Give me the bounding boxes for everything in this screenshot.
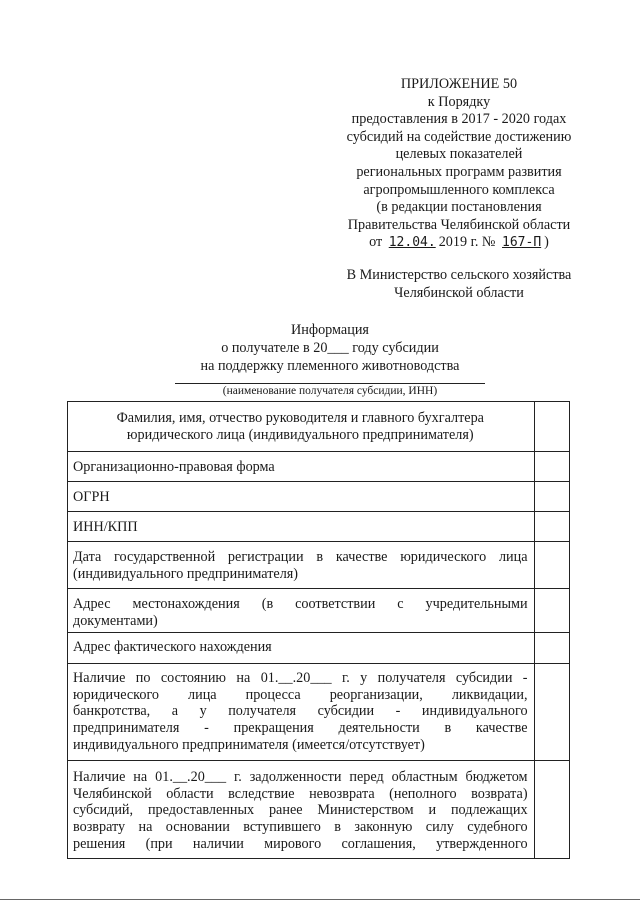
addressee-line: Челябинской области <box>394 284 524 301</box>
row-value-cell[interactable] <box>534 664 569 761</box>
row-value-cell[interactable] <box>534 452 569 482</box>
row-value-cell[interactable] <box>534 761 569 859</box>
table-row <box>68 633 570 664</box>
appendix-line: Правительства Челябинской области <box>347 216 571 233</box>
row-label-line: (индивидуального предпринимателя) <box>73 565 299 582</box>
row-label-line: Наличие на 01.__.20___ г. задолженности перед областным бюджетом <box>73 769 528 786</box>
row-label-line: возврату на основании вступившего в законную силу судебного <box>73 818 528 835</box>
heading-title: Информация <box>291 322 369 338</box>
recipient-name-line[interactable] <box>175 383 485 384</box>
appendix-block <box>330 76 588 252</box>
table-row <box>68 589 570 633</box>
row-label <box>68 452 535 482</box>
resolution-year: 2019 г. № <box>438 234 496 251</box>
row-label-line: ОГРН <box>73 489 110 505</box>
appendix-line: субсидий на содействие достижению <box>346 128 572 145</box>
row-label <box>68 542 535 589</box>
row-label-line: Фамилия, имя, отчество руководителя и главного бухгалтера <box>116 410 484 426</box>
table-row <box>68 542 570 589</box>
appendix-line: к Порядку <box>427 93 491 110</box>
row-label <box>68 512 535 542</box>
row-label-line: субсидий, предоставленных ранее Министерством и подлежащих <box>73 802 528 819</box>
page-bottom-edge <box>0 899 640 900</box>
row-label-line: решения (при наличии мирового соглашения, утвержденного <box>73 835 528 852</box>
recipient-caption: (наименование получателя субсидии, ИНН) <box>222 385 438 397</box>
row-value-cell[interactable] <box>534 542 569 589</box>
table-row <box>68 664 570 761</box>
appendix-line: предоставления в 2017 - 2020 годах <box>351 111 567 128</box>
row-label <box>68 761 535 859</box>
row-label-line: документами) <box>73 612 158 629</box>
row-label-line: Адрес местонахождения (в соответствии с учредительными <box>73 596 528 612</box>
row-label-line: Наличие по состоянию на 01.__.20___ г. у получателя субсидии - <box>73 670 528 687</box>
addressee-block <box>330 267 588 302</box>
row-label <box>68 633 535 664</box>
appendix-line: региональных программ развития <box>356 163 562 180</box>
heading-line: о получателе в 20___ году субсидии <box>221 339 439 356</box>
appendix-line: (в редакции постановления <box>376 199 542 216</box>
resolution-date: 12.04. <box>388 235 436 251</box>
table-row <box>68 452 570 482</box>
appendix-line: целевых показателей <box>395 146 523 163</box>
table-row <box>68 402 570 452</box>
closing-paren: ) <box>544 234 549 251</box>
row-value-cell[interactable] <box>534 633 569 664</box>
recipient-info-table <box>67 401 570 859</box>
date-prefix: от <box>369 234 383 251</box>
row-label-line: ИНН/КПП <box>73 519 138 535</box>
row-label-line: банкротства, а у получателя субсидии - индивидуального <box>73 703 528 720</box>
document-heading <box>100 322 560 375</box>
row-value-cell[interactable] <box>534 402 569 452</box>
resolution-number: 167-П <box>502 235 542 251</box>
row-label-line: Организационно-правовая форма <box>73 459 275 475</box>
addressee-line: В Министерство сельского хозяйства <box>346 267 572 283</box>
table-row <box>68 482 570 512</box>
row-label <box>68 402 535 452</box>
row-label-line: Челябинской области вследствие невозврата (неполного возврата) <box>73 785 528 802</box>
appendix-line: агропромышленного комплекса <box>363 181 555 198</box>
appendix-date-line <box>330 234 588 252</box>
row-label-line: предпринимателя - прекращения деятельности в качестве <box>73 719 528 736</box>
row-label-line: Адрес фактического нахождения <box>73 639 272 656</box>
row-value-cell[interactable] <box>534 512 569 542</box>
row-label <box>68 589 535 633</box>
row-label <box>68 482 535 512</box>
heading-line: на поддержку племенного животноводства <box>200 357 460 374</box>
row-label <box>68 664 535 761</box>
row-value-cell[interactable] <box>534 589 569 633</box>
table-row <box>68 761 570 859</box>
row-label-line: Дата государственной регистрации в качестве юридического лица <box>73 549 528 565</box>
row-label-line: юридического лица (индивидуального предпринимателя) <box>126 426 474 443</box>
table-row <box>68 512 570 542</box>
row-label-line: юридического лица процесса реорганизации, ликвидации, <box>73 686 528 703</box>
appendix-title: ПРИЛОЖЕНИЕ 50 <box>400 76 518 92</box>
row-label-line: индивидуального предпринимателя (имеется/отсутствует) <box>73 736 425 753</box>
row-value-cell[interactable] <box>534 482 569 512</box>
